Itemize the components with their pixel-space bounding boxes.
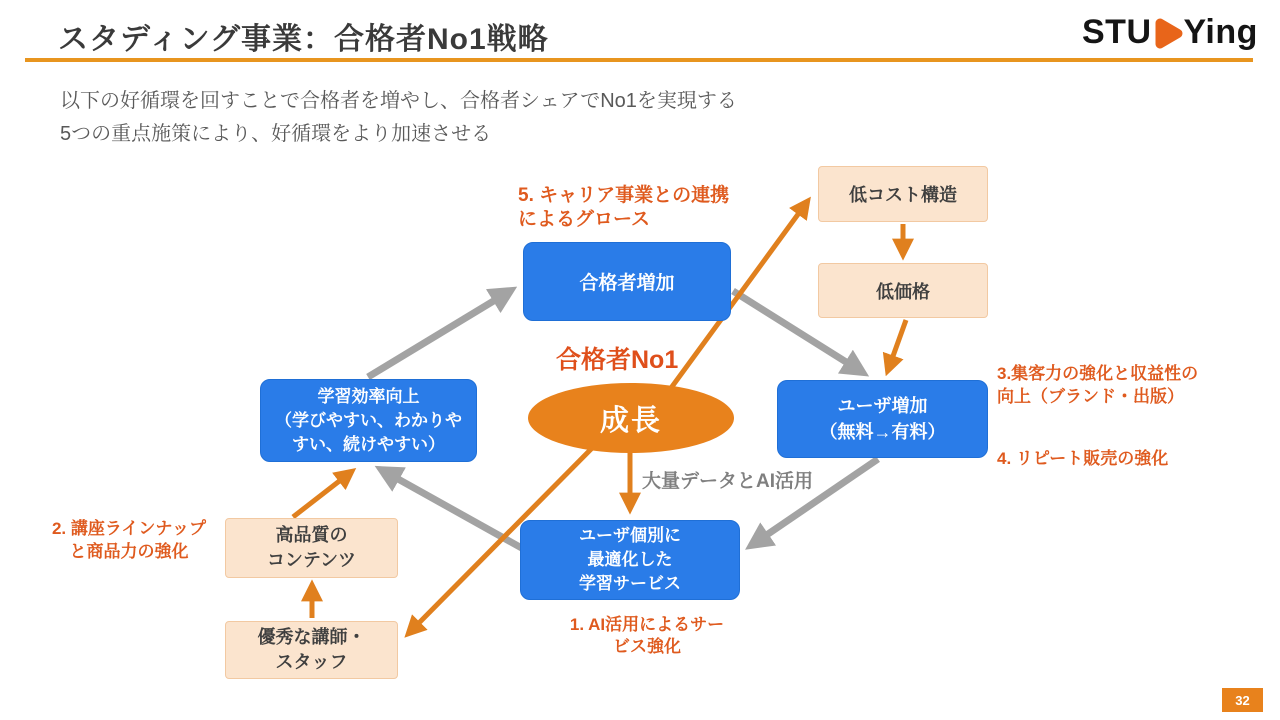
node-excellent-staff: [225, 621, 398, 679]
arrow-content-to-efficiency: [293, 472, 351, 517]
node-label-line: （無料→有料）: [819, 422, 946, 442]
annotation-5: [518, 184, 758, 232]
growth-caption: 合格者No1: [556, 346, 679, 374]
node-personalized-service: [520, 520, 740, 600]
annotation-3: [997, 362, 1247, 408]
node-label-line: 優秀な講師・: [257, 627, 366, 647]
annotation-2: [36, 517, 222, 563]
annotation-4: 4. リピート販売の強化: [997, 449, 1169, 468]
node-label-line: 学習効率向上: [317, 386, 420, 406]
intro-line-1: 以下の好循環を回すことで合格者を増やし、合格者シェアでNo1を実現する: [60, 90, 737, 112]
node-quality-content: [225, 518, 398, 578]
node-label-line: コンテンツ: [266, 550, 357, 570]
growth-ellipse: [528, 383, 734, 453]
node-label-line: ユーザ個別に: [579, 526, 681, 545]
logo-text-post: Ying: [1183, 12, 1258, 51]
node-label-line: （学びやすい、わかりや: [275, 410, 462, 430]
node-label-line: 学習サービス: [579, 574, 681, 593]
node-user-increase: [777, 380, 988, 458]
data-ai-note: 大量データとAI活用: [642, 471, 814, 492]
node-label-line: すい、続けやすい）: [292, 434, 445, 454]
page-title: スタディング事業：合格者No1戦略: [58, 23, 549, 56]
annotation-line: 1. AI活用によるサー: [569, 615, 725, 634]
node-label-line: 高品質の: [275, 525, 348, 545]
annotation-line: によるグロース: [518, 209, 651, 230]
intro-line-2: 5つの重点施策により、好循環をより加速させる: [60, 123, 492, 145]
annotation-1: [548, 614, 746, 658]
annotation-line: ビス強化: [613, 637, 681, 656]
node-label-line: 最適化した: [587, 550, 673, 569]
node-label: 合格者増加: [579, 273, 675, 294]
node-label: 低価格: [876, 281, 930, 302]
node-low-cost: [818, 166, 988, 222]
node-learning-efficiency: [260, 379, 477, 462]
page-number-badge: 32: [1222, 688, 1263, 712]
node-label-line: スタッフ: [275, 652, 348, 672]
logo-text-pre: STU: [1082, 12, 1152, 51]
node-pass-increase: [523, 242, 731, 321]
annotation-line: 2. 講座ラインナップ: [51, 519, 207, 538]
annotation-line: 3.集客力の強化と収益性の: [997, 364, 1199, 383]
annotation-line: 5. キャリア事業との連携: [518, 185, 730, 206]
node-low-price: [818, 263, 988, 318]
arrow-efficiency-to-pass: [368, 291, 510, 377]
node-label: 低コスト構造: [849, 185, 957, 205]
arrow-lowprice-to-user: [888, 320, 906, 370]
annotation-line: 向上（ブランド・出版）: [997, 387, 1184, 406]
annotation-line: と商品力の強化: [69, 542, 189, 561]
growth-label: 成長: [599, 404, 662, 437]
node-label-line: ユーザ増加: [837, 396, 928, 416]
